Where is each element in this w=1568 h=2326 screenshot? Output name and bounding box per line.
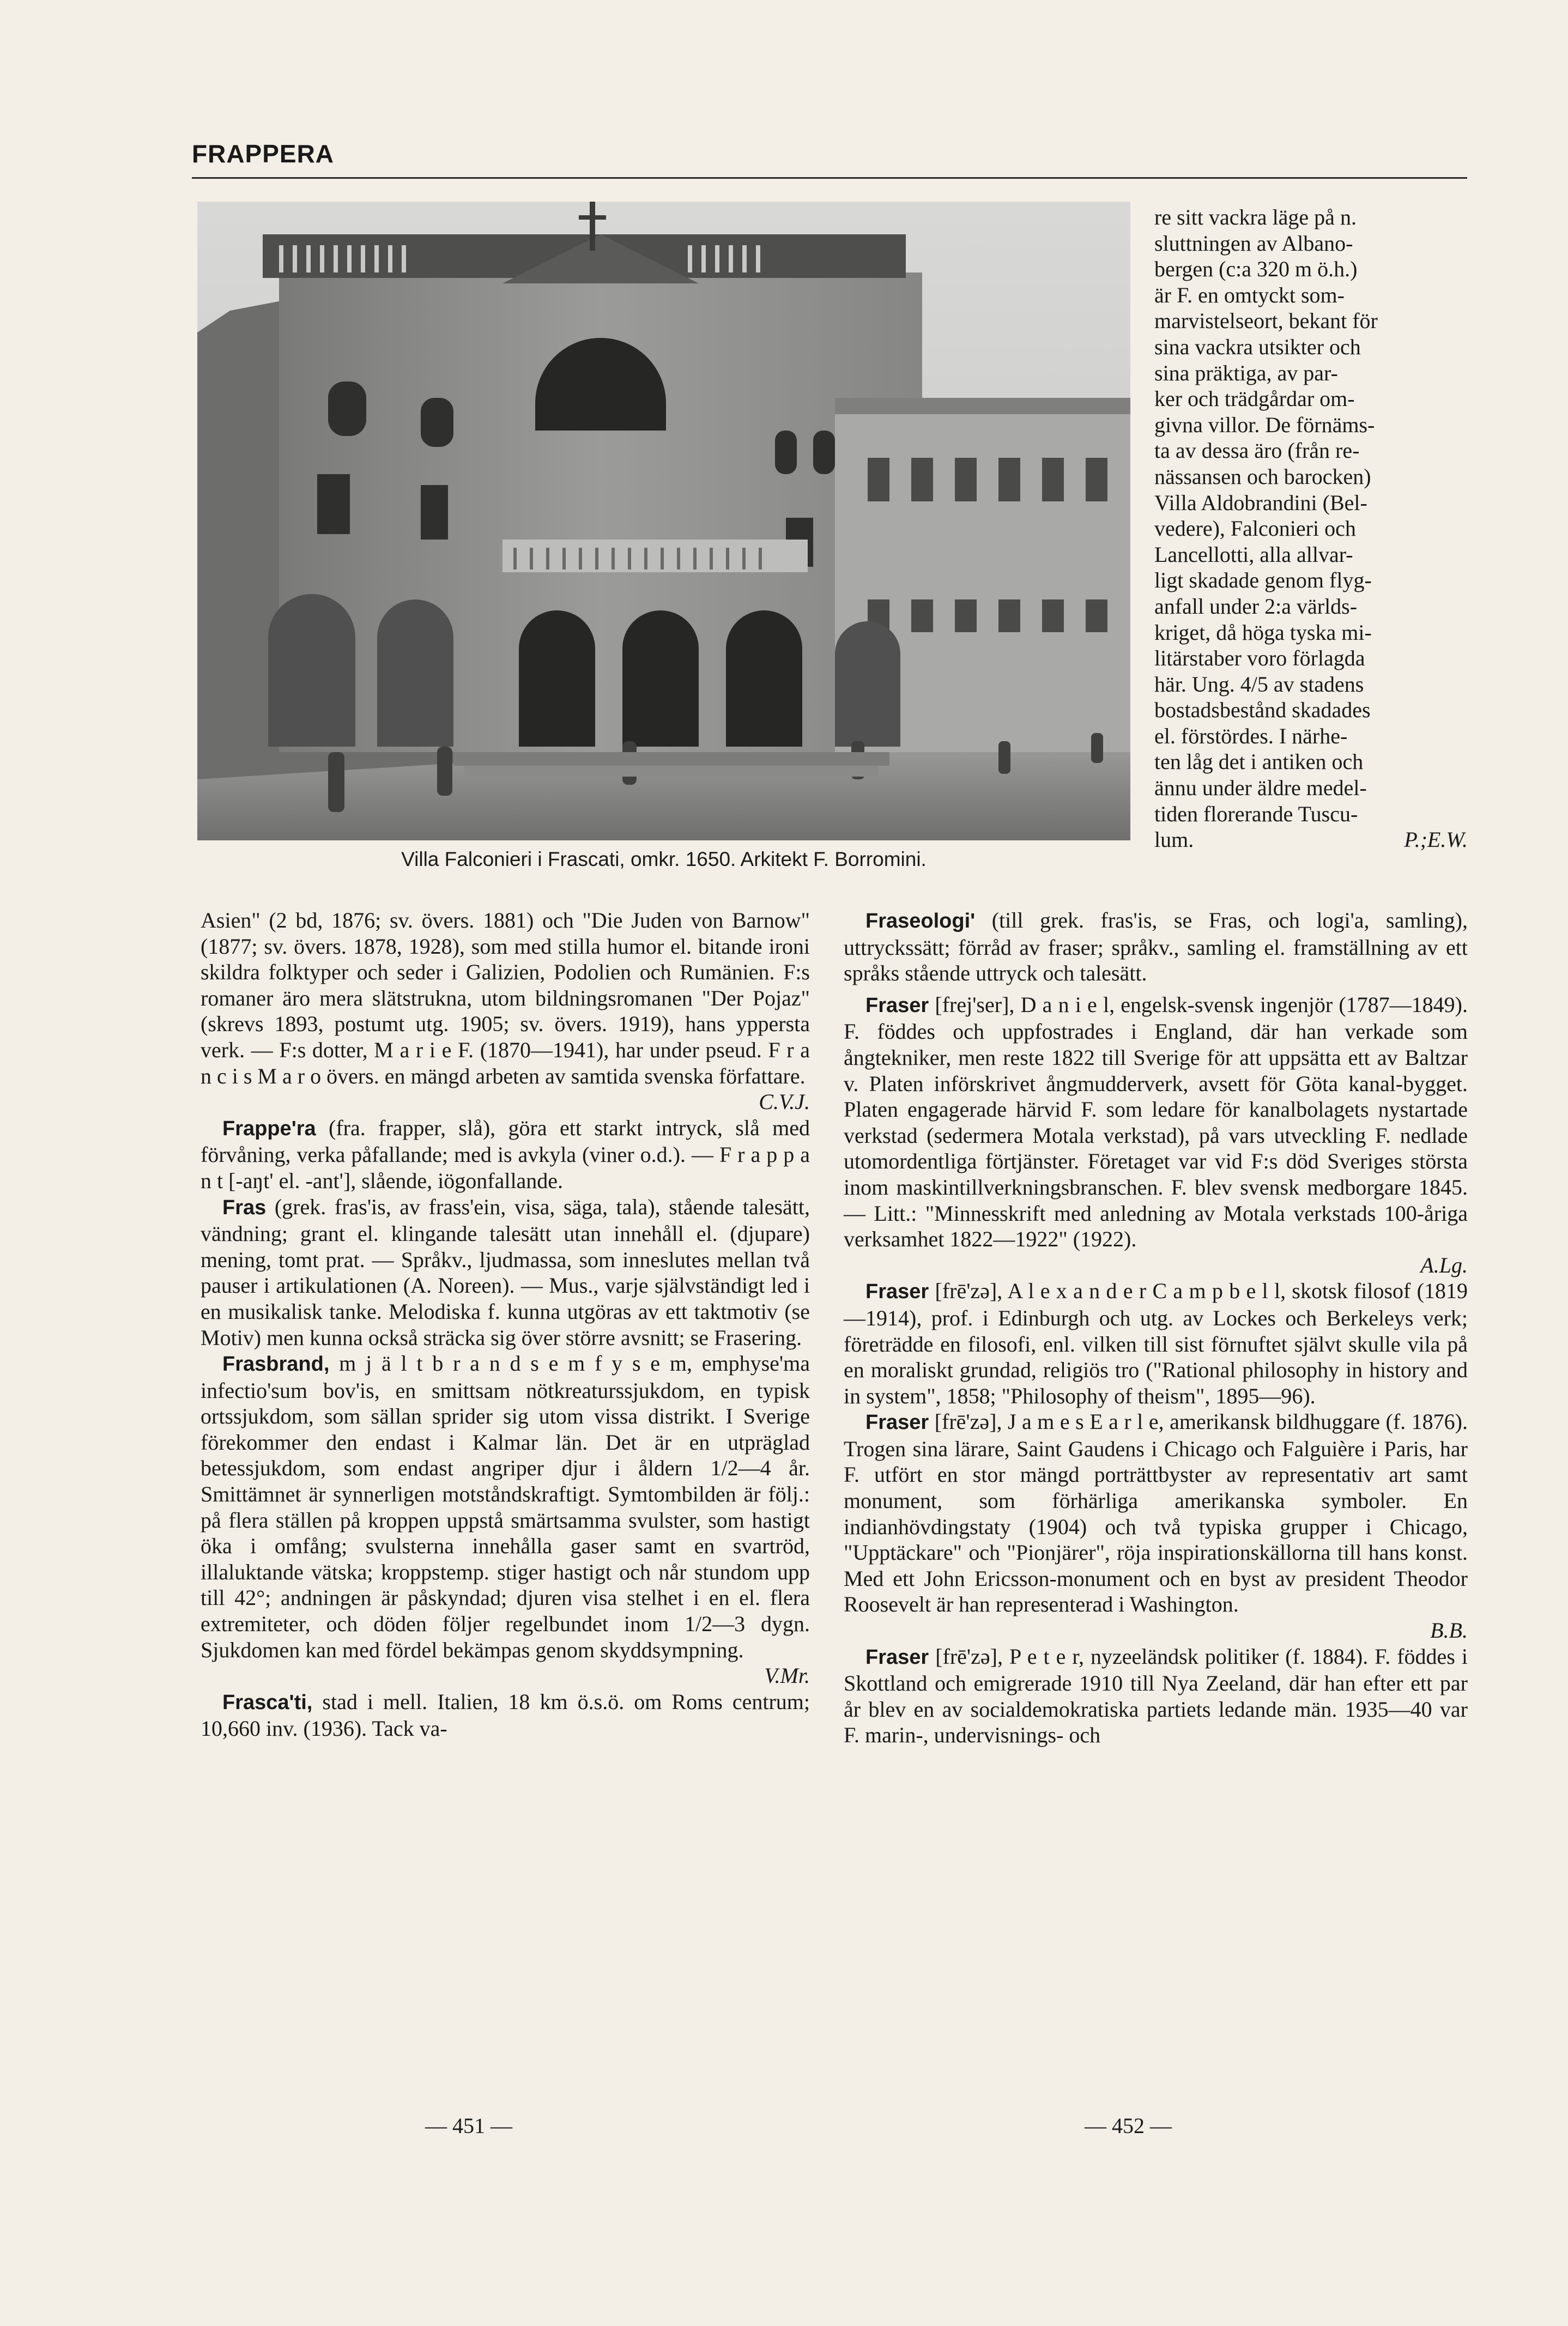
top-right-line-15: anfall under 2:a världs- — [1154, 593, 1358, 619]
entry-frasbrand — [201, 1350, 810, 1689]
signature-vmr: V.Mr. — [764, 1663, 810, 1688]
top-right-line-9: ta av dessa äro (från re- — [1154, 438, 1360, 463]
frappera-text: (fra. frapper, slå), göra ett starkt intryck, slå med förvåning, verka påfallande; med is avkyla (viner o.d.). — F r a p p a n t [-aŋt' el. -ant'], slående, iögonfallande. — [201, 1115, 810, 1193]
top-right-line-17: litärstaber voro förlagda — [1154, 646, 1365, 671]
right-column — [844, 907, 1468, 1748]
signature-cvj: C.V.J. — [759, 1089, 810, 1114]
frascati-text: stad i mell. Italien, 18 km ö.s.ö. om Roms centrum; 10,660 inv. (1936). Tack va- — [201, 1689, 810, 1741]
headword-fraser-peter: Fraser — [865, 1645, 929, 1669]
top-right-line-14: ligt skadade genom flyg- — [1154, 568, 1372, 593]
top-right-line-10: nässansen och barocken) — [1154, 464, 1371, 489]
top-right-line-22: ännu under äldre medel- — [1154, 776, 1367, 801]
entry-fraser-peter — [844, 1644, 1468, 1748]
fraser-james-text: [frē'zə], J a m e s E a r l e, amerikansk bildhuggare (f. 1876). Trogen sina lärare, Saint Gaudens i Chicago och Falguière i Paris, har F. utfört en stor mängd porträttbyster av representativ art samt monument, som förhärliga amerikanska symboler. En indianhövdingstaty (1904) och två typiska grupper i Chicago, "Upptäckare" och "Pionjärer", röja inspirationskällorna till hans konst. Med ett John Ericsson-monument och en byst av president Theodor Roosevelt är han representerad i Washington. — [844, 1409, 1468, 1617]
headword-fraser-james: Fraser — [865, 1411, 929, 1434]
fraser-daniel-text: [frej'ser], D a n i e l, engelsk-svensk ingenjör (1787—1849). F. föddes och uppfostrades i England, där han verkade som ångtekniker, men reste 1822 till Sverige för att uppsätta ett av Baltzar v. Platen införskrivet ångmudderverk, avsett för Göta kanal-bygget. Platen engagerade härvid F. som ledare för kanalbolagets nystartade verkstad (sedermera Motala verkstad), på vars utveckling F. nedlade utomordentliga förtjänster. Företaget var vid F:s död Sveriges största inom maskintillverkningsbranschen. F. blev svensk medborgare 1845. — Litt.: "Minnesskrift med anledning av Motala verkstads 100-åriga verksamhet 1822—1922" (1922). — [844, 992, 1468, 1252]
entry-asien-continuation — [201, 907, 810, 1115]
top-right-last-line — [1154, 827, 1468, 853]
top-right-line-13: Lancellotti, alla allvar- — [1154, 542, 1353, 567]
fraser-peter-text: [frē'zə], P e t e r, nyzeeländsk politiker (f. 1884). F. föddes i Skottland och emigrerade 1910 till Nya Zeeland, där han efter ett par år blev en av socialdemokratiska partiets ledande män. 1935—40 var F. marin-, undervisnings- och — [844, 1644, 1468, 1748]
top-right-line-23: tiden florerande Tuscu- — [1154, 801, 1358, 826]
top-right-line-6: sina präktiga, av par- — [1154, 360, 1338, 385]
headword-frappera: Frappe'ra — [222, 1117, 316, 1140]
villa-photograph — [197, 202, 1130, 840]
top-right-line-18: här. Ung. 4/5 av stadens — [1154, 671, 1364, 696]
fraser-alexander-text: [frē'zə], A l e x a n d e r C a m p b e l l, skotsk filosof (1819—1914), prof. i Edinburgh och utg. av Lockes och Berkeleys verk; företrädde en filosofi, enl. vilken till sist förnuftet självt skulle vila på en moraliskt grundad, religiös tro ("Rational philosophy in history and in system", 1858; "Philosophy of theism", 1895—96). — [844, 1279, 1468, 1408]
top-right-line-4: marvistelseort, bekant för — [1154, 308, 1378, 334]
top-right-line-3: är F. en omtyckt som- — [1154, 282, 1345, 307]
figure-caption: Villa Falconieri i Frascati, omkr. 1650. Arkitekt F. Borromini. — [401, 848, 927, 870]
frasbrand-text: m j ä l t b r a n d s e m f y s e m, emphyse'ma infectio'sum bov'is, en smittsam nötkreaturssjukdom, en typisk ortssjukdom, som sällan sprider sig utom vissa distrikt. I Sverige förekommer den endast i Kalmar län. Det är en utpräglad betessjukdom, som endast angriper djur i åldern 1/2—4 år. Smittämnet är synnerligen motståndskraftigt. Symtombilden är följ.: på flera ställen på kroppen uppstå smärtsamma svulster, som hastigt öka i omfång; svulsterna innehålla gaser samt en svartröd, illaluktande vätska; kroppstemp. stiger hastigt och når stundom upp till 42°; andningen är påskyndad; djuren visa stelhet i en el. flera extremiteter, och döden följer regelbundet inom 1/2—3 dygn. Sjukdomen kan med fördel bekämpas genom skyddsympning. — [201, 1351, 810, 1662]
entry-frascati — [201, 1689, 810, 1742]
headword-fraseologi: Fraseologi' — [865, 910, 976, 932]
entry-fraser-james — [844, 1409, 1468, 1643]
top-right-line-21: ten låg det i antiken och — [1154, 749, 1364, 774]
page-number-left: — 451 — — [425, 2113, 512, 2138]
headword-fraser-daniel: Fraser — [865, 994, 929, 1017]
entry-fras — [201, 1194, 810, 1351]
top-right-line-2: bergen (c:a 320 m ö.h.) — [1154, 257, 1358, 282]
fras-text: (grek. fras'is, av frass'ein, visa, säga, tala), stående talesätt, vändning; grant el. klingande talesätt utan innehåll el. (djupare) mening, tomt prat. — Språkv., ljudmassa, som inneslutes mellan två pauser i artikulationen (A. Noreen). — Mus., varje självständigt led i en musikalisk tanke. Melodiska f. kunna utgöras av ett taktmotiv (se Motiv) men kunna också sträcka sig över större avsnitt; se Frasering. — [201, 1194, 810, 1350]
signature-pew: P.;E.W. — [1404, 827, 1468, 852]
header-rule — [192, 177, 1467, 179]
top-right-line-1: sluttningen av Albano- — [1154, 231, 1353, 256]
left-column — [201, 907, 810, 1742]
top-right-line-19: bostadsbestånd skadades — [1154, 698, 1371, 723]
entry-frappera — [201, 1115, 810, 1194]
top-right-line-11: Villa Aldobrandini (Bel- — [1154, 490, 1367, 515]
top-right-column — [1154, 204, 1468, 853]
headword-fras: Fras — [222, 1196, 267, 1219]
asien-text: Asien" (2 bd, 1876; sv. övers. 1881) och "Die Juden von Barnow" (1877; sv. övers. 1878, 1928), som med stilla humor el. bitande ironi skildra folktyper och seder i Galizien, Podolien och Rumänien. F:s romaner äro mera slätstrukna, utom bildningsromanen "Der Pojaz" (skrevs 1893, postumt utg. 1905; sv. övers. 1919), hans yppersta verk. — F:s dotter, M a r i e F. (1870—1941), har under pseud. F r a n c i s M a r o övers. en mängd arbeten av samtida svenska författare. — [201, 908, 810, 1088]
signature-bb: B.B. — [1430, 1618, 1468, 1643]
headword-fraser-alexander: Fraser — [865, 1280, 929, 1304]
top-right-line-20: el. förstördes. I närhe- — [1154, 723, 1348, 748]
top-right-line-12: vedere), Falconieri och — [1154, 516, 1356, 541]
top-right-line-5: sina vackra utsikter och — [1154, 334, 1361, 359]
entry-fraser-alexander — [844, 1278, 1468, 1409]
running-head: FRAPPERA — [192, 140, 335, 168]
signature-alg: A.Lg. — [1420, 1252, 1468, 1277]
spacer — [844, 986, 1468, 992]
entry-fraseologi — [844, 907, 1468, 986]
top-right-line-7: ker och trädgårdar om- — [1154, 386, 1355, 411]
headword-frasbrand: Frasbrand, — [222, 1353, 330, 1376]
top-right-line-16: kriget, då höga tyska mi- — [1154, 620, 1372, 645]
headword-frascati: Frasca'ti, — [222, 1691, 313, 1714]
top-right-line-0: re sitt vackra läge på n. — [1154, 205, 1357, 229]
top-right-line-8: givna villor. De förnäms- — [1154, 412, 1375, 437]
top-right-last-word: lum. — [1154, 827, 1194, 852]
page-number-right: — 452 — — [1085, 2113, 1172, 2138]
fraseologi-text: (till grek. fras'is, se Fras, och logi'a, samling), uttryckssätt; förråd av fraser; språkv., samling el. framställning av ett språks stående uttryck och talesätt. — [844, 908, 1468, 986]
entry-fraser-daniel — [844, 992, 1468, 1279]
